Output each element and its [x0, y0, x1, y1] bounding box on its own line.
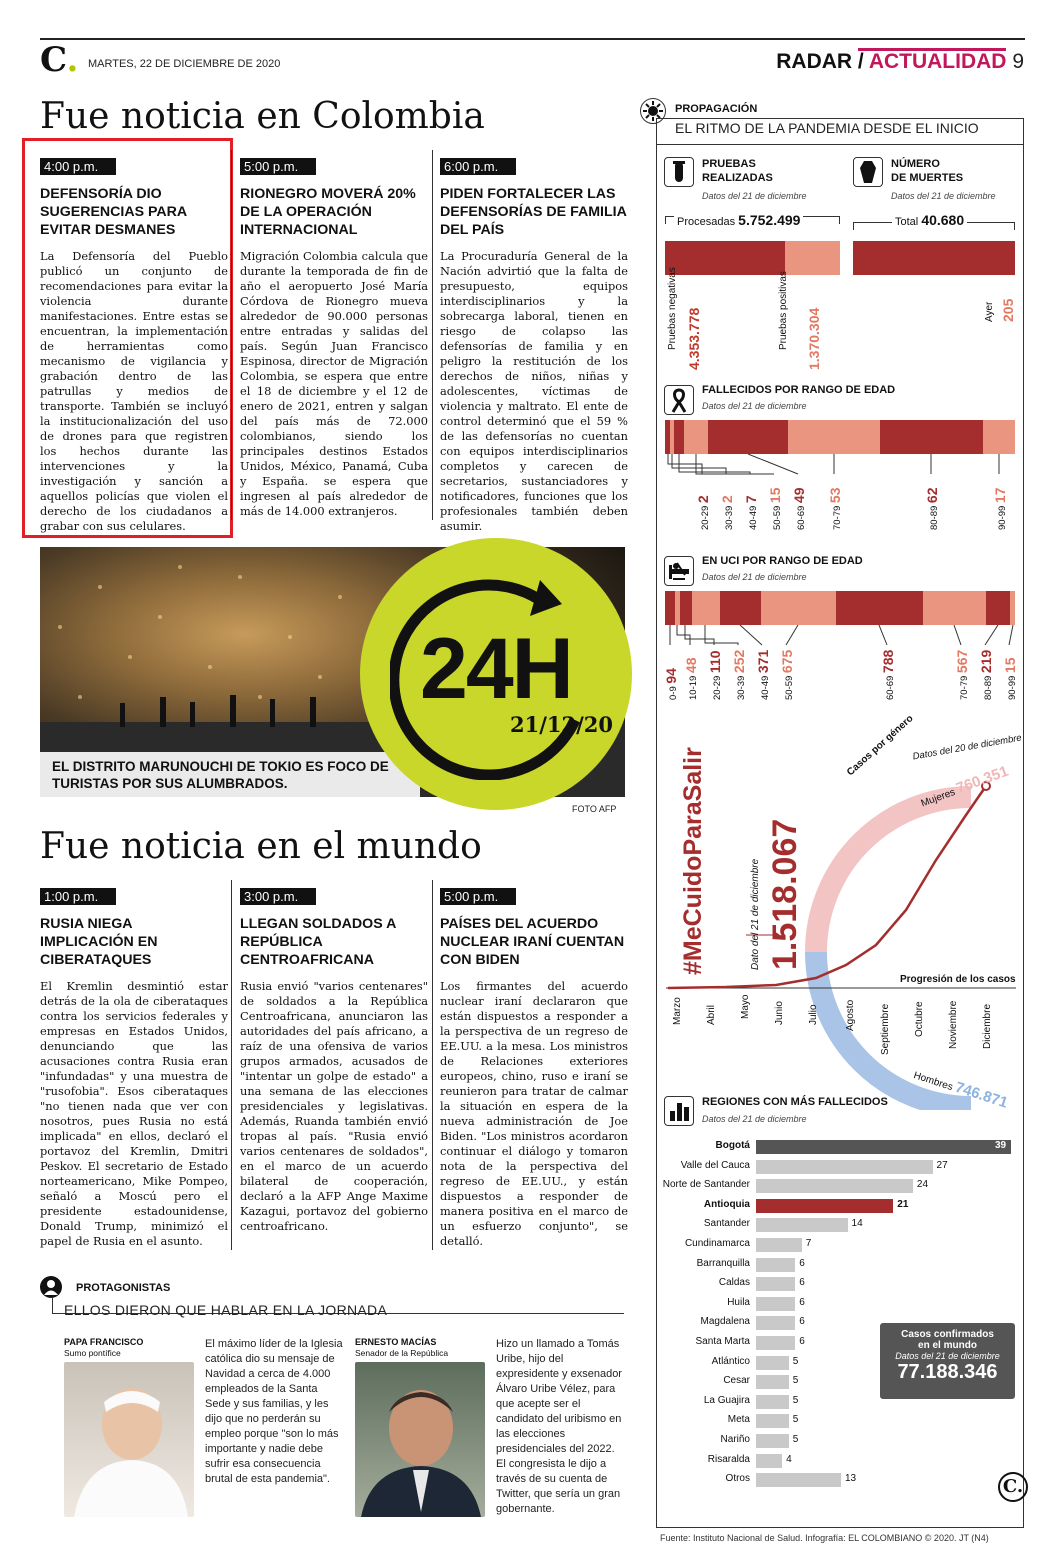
- region-bar: [756, 1454, 782, 1468]
- column-divider: [231, 150, 232, 520]
- regiones-chart: [656, 1140, 1024, 1490]
- mujeres-label: Mujeres 760.351: [919, 762, 1011, 810]
- region-row: [656, 1454, 1024, 1468]
- region-name: Cundinamarca: [684, 1238, 750, 1249]
- region-name: Risaralda: [707, 1453, 750, 1465]
- region-name: Magdalena: [700, 1316, 750, 1328]
- range-label: [743, 495, 759, 530]
- region-name: Barranquilla: [696, 1257, 750, 1269]
- confirmados-label2: en el mundo: [918, 1340, 977, 1351]
- badge-date: 21/12/20: [510, 712, 614, 737]
- person-role: Sumo pontífice: [64, 1348, 121, 1358]
- article-headline[interactable]: PAÍSES DEL ACUERDO NUCLEAR IRANÍ CUENTAN CON BIDEN: [440, 916, 625, 968]
- month-label: Julio: [808, 1004, 819, 1025]
- region-value: 5: [792, 1355, 799, 1367]
- range-age: 70-79: [959, 673, 970, 700]
- region-bar: [756, 1218, 848, 1232]
- senator-photo[interactable]: [355, 1362, 485, 1517]
- article-time: 1:00 p.m.: [40, 888, 116, 905]
- range-value: 15: [767, 487, 783, 504]
- region-bar: [756, 1258, 795, 1272]
- region-name: Caldas: [718, 1277, 750, 1289]
- infographic-rule: [656, 144, 1024, 145]
- article-body: El Kremlin desmintió estar detrás de la ola de ciberataques contra los servicios federales y empresas en Estados Unidos, denunciando que las acusaciones contra Rusia eran "infundadas" y una muestra de "rusofobia". Esos ciberataques "no tienen nada que ver con nosotros, pues Rusia no está implicada" en ellos, declaró el portavoz del Kremlin, Dmitri Peskov. El secretario de Estado norteamericano, Mike Pompeo, señaló a Moscú pero el presidente estadounidense, Donald Trump, minimizó el papel de Rusia en el asunto.: [40, 979, 228, 1248]
- test-tube-icon: [664, 157, 694, 187]
- confirmados-label: Casos confirmados: [901, 1329, 994, 1340]
- region-name: Antioquia: [703, 1198, 750, 1210]
- region-row: [656, 1199, 1024, 1213]
- region-name: Atlántico: [711, 1355, 750, 1367]
- progresion-date: Dato del 21 de diciembre: [750, 858, 761, 970]
- confirmados-value: 77.188.346: [897, 1361, 998, 1383]
- article-time: 6:00 p.m.: [440, 158, 516, 175]
- region-bar: [756, 1375, 789, 1389]
- range-value: 788: [880, 649, 896, 674]
- region-value: 14: [851, 1218, 863, 1230]
- region-bar: [756, 1277, 795, 1291]
- range-label: [791, 487, 807, 530]
- region-bar: [756, 1199, 893, 1213]
- range-value: 2: [719, 495, 735, 504]
- region-name: Meta: [727, 1414, 750, 1426]
- region-value: 13: [845, 1473, 857, 1485]
- month-label: Marzo: [672, 997, 683, 1025]
- column-divider: [231, 880, 232, 1250]
- region-row: [656, 1238, 1024, 1252]
- region-row: [656, 1277, 1024, 1291]
- person-text: Hizo un llamado a Tomás Uribe, hijo del expresidente y exsenador Álvaro Uribe Vélez, para que acepte ser el candidato del uribismo en las elecciones presidenciales del 2022. El congresista le dijo a través de su cuenta de Twitter, que sería un gran gobernante.: [496, 1338, 622, 1515]
- region-name: Nariño: [720, 1434, 750, 1445]
- article-headline[interactable]: PIDEN FORTALECER LAS DEFENSORÍAS DE FAMILIA DEL PAÍS: [440, 186, 627, 238]
- month-label: Junio: [774, 1001, 785, 1025]
- range-age: 30-39: [736, 673, 747, 700]
- region-value: 21: [897, 1198, 909, 1210]
- footer-logo: C.: [998, 1472, 1028, 1502]
- person-name: PAPA FRANCISCO: [64, 1337, 144, 1347]
- region-row: [656, 1179, 1024, 1193]
- range-value: 7: [743, 495, 759, 504]
- coffin-icon: [853, 157, 883, 187]
- pruebas-total: Procesadas 5.752.499: [674, 212, 803, 228]
- range-label: [978, 650, 994, 700]
- range-label: [779, 650, 795, 700]
- article-time: 3:00 p.m.: [240, 888, 316, 905]
- range-label: [683, 657, 699, 700]
- region-value: 6: [799, 1277, 805, 1289]
- range-label: [880, 650, 896, 700]
- article-colombia-1[interactable]: [40, 158, 228, 534]
- pope-photo[interactable]: [64, 1362, 194, 1517]
- article-time: 5:00 p.m.: [440, 888, 516, 905]
- muertes-ayer-label: Ayer: [984, 301, 995, 322]
- range-value: 675: [779, 649, 795, 674]
- range-value: 15: [1002, 657, 1018, 674]
- region-name: Norte de Santander: [662, 1179, 750, 1191]
- range-age: 30-39: [724, 503, 735, 530]
- region-name: Cesar: [723, 1375, 750, 1387]
- progresion-total: 1.518.067: [766, 818, 804, 970]
- uci-bar: [665, 591, 1015, 625]
- region-value: 4: [786, 1453, 792, 1465]
- region-row: [656, 1160, 1024, 1174]
- range-value: 49: [791, 487, 807, 504]
- range-age: 10-19: [688, 673, 699, 700]
- pruebas-pos-label: Pruebas positivas: [778, 271, 789, 350]
- region-value: 5: [792, 1414, 799, 1426]
- column-divider: [432, 150, 433, 520]
- article-headline[interactable]: DEFENSORÍA DIO SUGERENCIAS PARA EVITAR DESMANES: [40, 186, 187, 238]
- range-age: 50-59: [784, 673, 795, 700]
- propagacion-label: PROPAGACIÓN: [675, 103, 758, 115]
- region-value: 24: [916, 1179, 929, 1191]
- fallecidos-title: FALLECIDOS POR RANGO DE EDAD: [702, 384, 896, 396]
- pruebas-title: PRUEBAS: [702, 158, 756, 170]
- section-radar[interactable]: RADAR /: [776, 50, 864, 73]
- gender-label: Casos por género: [845, 713, 916, 779]
- region-value: 6: [799, 1316, 805, 1328]
- range-age: 80-89: [929, 503, 940, 530]
- region-name: Huila: [727, 1296, 750, 1308]
- uci-date: Datos del 21 de diciembre: [702, 572, 807, 582]
- muertes-ayer-value: 205: [1000, 298, 1016, 322]
- region-row: [656, 1218, 1024, 1232]
- region-name: Santander: [703, 1218, 750, 1230]
- person-icon: [40, 1276, 62, 1298]
- range-value: 17: [992, 487, 1008, 504]
- hombres-label: Hombres 746.871: [912, 1070, 1010, 1112]
- article-body: La Procuraduría General de la Nación advirtió que la falta de presupuesto, equipos interdisciplinarios y la sobrecarga laboral, tienen en riesgo de colapso las defensorías de familia y en peligro la restitución de los derechos de niños, niñas y adolescentes, víctimas de violencia y maltrato. El ente de control determinó que el 59 % de las defensorías no cuentan con equipos interdisciplinarios completos y carecen de secretarios, sustanciadores y notificadores, funciones que los profesionales también deben asumir.: [440, 249, 628, 533]
- region-value: 39: [995, 1140, 1007, 1151]
- range-age: 60-69: [885, 673, 896, 700]
- muertes-date: Datos del 21 de diciembre: [891, 191, 996, 201]
- range-age: 90-99: [997, 503, 1008, 530]
- range-value: 110: [707, 650, 723, 674]
- region-bar: [756, 1473, 841, 1487]
- article-body: La Defensoría del Pueblo publicó un conjunto de recomendaciones para evitar la violencia durante manifestaciones. Entre estas se encuentran, la implementación de herramientas como mecanismo de vigilancia y grabación dentro de las patrullas y medios de transporte. También se incluyó la institucionalización del uso de drones para que registren los hechos durante las intervenciones y la investigación y sanción a aquellos policías que violen el derecho de los ciudadanos a grabar con sus celulares.: [40, 249, 228, 533]
- month-label: Septiembre: [880, 1003, 891, 1055]
- page-number: 9: [1012, 50, 1024, 73]
- region-bar: [756, 1395, 789, 1409]
- fallecidos-bar: [665, 420, 1015, 454]
- pruebas-title2: REALIZADAS: [702, 172, 773, 184]
- region-bar: [756, 1297, 795, 1311]
- range-age: 40-49: [748, 503, 759, 530]
- month-label: Diciembre: [982, 1003, 993, 1049]
- protagonistas-label: PROTAGONISTAS: [76, 1282, 171, 1294]
- range-label: [755, 650, 771, 700]
- uci-title: EN UCI POR RANGO DE EDAD: [702, 555, 863, 567]
- region-bar: [756, 1238, 802, 1252]
- issue-date: MARTES, 22 DE DICIEMBRE DE 2020: [88, 58, 281, 70]
- ribbon-icon: [664, 385, 694, 415]
- range-value: 48: [683, 657, 699, 674]
- range-label: [1002, 657, 1018, 700]
- photo-caption: EL DISTRITO MARUNOUCHI DE TOKIO ES FOCO DE TURISTAS POR SUS ALUMBRADOS.: [40, 752, 420, 798]
- article-mundo-3[interactable]: [440, 888, 628, 1249]
- month-label: Abril: [706, 1004, 717, 1025]
- range-label: [992, 487, 1008, 530]
- pruebas-neg-bar: [665, 241, 785, 275]
- region-bar: [756, 1316, 795, 1330]
- region-value: 27: [936, 1159, 948, 1171]
- article-body: Migración Colombia calcula que durante la temporada de fin de año el aeropuerto José María Córdova de Rionegro mueva alrededor de 90.000 personas entre entradas y salidas del país. Según Juan Francisco Espinosa, director de Migración Colombia, se espera que entre el 18 de diciembre y el 12 de enero de 2021, entren y salgan del país más de 72.000 colombianos, siendo los principales destinos Estados Unidos, México, Panamá, Cuba y España. se espera que ingresen al país alrededor de más de 14.000 extranjeros.: [240, 249, 428, 518]
- muertes-total: Total 40.680: [892, 212, 967, 228]
- region-value: 5: [792, 1375, 799, 1387]
- range-label: [731, 650, 747, 700]
- newspaper-logo[interactable]: C.: [40, 40, 79, 80]
- region-bar: [756, 1179, 913, 1193]
- person-name: ERNESTO MACÍAS: [355, 1337, 437, 1347]
- article-headline[interactable]: RUSIA NIEGA IMPLICACIÓN EN CIBERATAQUES: [40, 916, 158, 968]
- region-name: Santa Marta: [695, 1336, 750, 1347]
- article-time: 4:00 p.m.: [40, 158, 116, 175]
- pruebas-date: Datos del 21 de diciembre: [702, 191, 807, 201]
- range-label: [663, 668, 679, 700]
- region-row: [656, 1434, 1024, 1448]
- colombia-title: Fue noticia en Colombia: [40, 96, 485, 137]
- pruebas-neg-label: Pruebas negativas: [667, 267, 678, 350]
- region-name: Bogotá: [715, 1140, 750, 1151]
- range-value: 567: [954, 649, 970, 674]
- range-label: [924, 487, 940, 530]
- article-time: 5:00 p.m.: [240, 158, 316, 175]
- fallecidos-leaders: [665, 454, 1025, 484]
- muertes-title2: DE MUERTES: [891, 172, 964, 184]
- month-label: Noviembre: [948, 1000, 959, 1049]
- pruebas-neg-value: 4.353.778: [686, 307, 702, 370]
- progresion-axis-title: Progresión de los casos: [900, 974, 1016, 985]
- range-label: [719, 495, 735, 530]
- range-value: 53: [827, 487, 843, 504]
- region-bar: [756, 1414, 789, 1428]
- region-row: [656, 1258, 1024, 1272]
- month-label: Agosto: [845, 999, 856, 1031]
- region-value: 6: [799, 1336, 805, 1347]
- region-name: Valle del Cauca: [680, 1159, 750, 1171]
- region-bar: [756, 1160, 933, 1174]
- region-bar: [756, 1336, 795, 1350]
- confirmados-box: [880, 1323, 1015, 1399]
- region-row: [656, 1297, 1024, 1311]
- month-label: Mayo: [740, 994, 751, 1019]
- region-bar: [756, 1434, 789, 1448]
- confirmados-date: Datos del 21 de diciembre: [895, 1351, 1000, 1361]
- range-label: [695, 495, 711, 530]
- protagonistas-subtitle: ELLOS DIERON QUE HABLAR EN LA JORNADA: [64, 1302, 388, 1318]
- propagacion-subtitle: EL RITMO DE LA PANDEMIA DESDE EL INICIO: [675, 120, 979, 136]
- hospital-bed-icon: [664, 556, 694, 586]
- range-value: 2: [695, 495, 711, 504]
- pruebas-pos-value: 1.370.304: [806, 307, 822, 370]
- photo-credit: FOTO AFP: [572, 804, 617, 814]
- region-value: 6: [799, 1257, 805, 1269]
- region-bar: [756, 1356, 789, 1370]
- range-label: [827, 487, 843, 530]
- muertes-bar: [853, 241, 1015, 275]
- range-age: 60-69: [796, 503, 807, 530]
- range-value: 219: [978, 649, 994, 674]
- range-age: 20-29: [700, 503, 711, 530]
- regiones-title: REGIONES CON MÁS FALLECIDOS: [702, 1096, 888, 1108]
- month-label: Octubre: [914, 1001, 925, 1037]
- section-label: [776, 50, 1024, 74]
- top-rule: [40, 38, 1025, 40]
- range-value: 371: [755, 649, 771, 674]
- range-age: 70-79: [832, 503, 843, 530]
- badge-24h-text: 24H: [420, 621, 572, 717]
- article-body: Los firmantes del acuerdo nuclear iraní declararon que están dispuestos a responder a la perspectiva de un regreso de EE.UU. a la mesa. Los ministros de Relaciones exteriores europeos, chino, ruso e iraní se reunieron para tratar de calmar la situación en espera de la nueva administración de Joe Biden. "Los ministros acordaron continuar el diálogo y tomaron nota de la perspectiva del regreso de EE.UU., y están dispuestos a responder de manera positiva en el marco de un esfuerzo conjunto", se detalló.: [440, 979, 628, 1248]
- region-row: [656, 1473, 1024, 1487]
- region-row: [656, 1140, 1024, 1154]
- fallecidos-date: Datos del 21 de diciembre: [702, 401, 807, 411]
- range-value: 94: [663, 668, 679, 684]
- range-label: [767, 487, 783, 530]
- range-value: 62: [924, 487, 940, 504]
- region-name: La Guajira: [703, 1394, 750, 1406]
- article-headline[interactable]: LLEGAN SOLDADOS A REPÚBLICA CENTROAFRICANA: [240, 916, 396, 968]
- section-actualidad[interactable]: ACTUALIDAD: [868, 50, 1007, 73]
- range-age: 20-29: [712, 673, 723, 700]
- region-value: 7: [805, 1238, 812, 1249]
- article-colombia-3[interactable]: [440, 158, 628, 534]
- mundo-title: Fue noticia en el mundo: [40, 826, 482, 867]
- pruebas-pos-bar: [785, 241, 840, 275]
- infographic-source: Fuente: Instituto Nacional de Salud. Infografía: EL COLOMBIANO © 2020. JT (N4): [660, 1533, 989, 1543]
- range-age: 50-59: [772, 503, 783, 530]
- range-label: [954, 650, 970, 700]
- region-name: Otros: [725, 1473, 750, 1485]
- article-mundo-1[interactable]: [40, 888, 228, 1249]
- region-value: 5: [792, 1394, 799, 1406]
- region-value: 6: [799, 1296, 805, 1308]
- range-age: 40-49: [760, 673, 771, 700]
- regiones-date: Datos del 21 de diciembre: [702, 1114, 807, 1124]
- range-age: 80-89: [983, 673, 994, 700]
- article-headline[interactable]: RIONEGRO MOVERÁ 20% DE LA OPERACIÓN INTERNACIONAL: [240, 186, 416, 238]
- region-row: [656, 1414, 1024, 1428]
- person-role: Senador de la República: [355, 1348, 449, 1358]
- muertes-title: NÚMERO: [891, 158, 940, 170]
- range-value: 252: [731, 649, 747, 674]
- gender-date: Datos del 20 de diciembre: [911, 732, 1023, 763]
- hashtag: #MeCuidoParaSalir: [679, 747, 707, 975]
- article-colombia-2[interactable]: [240, 158, 428, 519]
- article-body: Rusia envió "varios centenares" de soldados a la República Centroafricana, anunciaron las autoridades del país africano, a raíz de una ofensiva de varios grupos armados, acusados de "intentar un golpe de estado" a una semana de las elecciones presidenciales y legislativas. Además, Ruanda también envió tropas al país. "Rusia envió varios centenares de soldados", en el marco de un acuerdo bilateral de cooperación, declaró a la AFP Ange Maxime Kazagui, portavoz del gobierno centroafricano.: [240, 979, 428, 1233]
- region-bar: [756, 1140, 1011, 1154]
- person-text: El máximo líder de la Iglesia católica dio su mensaje de Navidad a cerca de 4.000 empleados de la Santa Sede y sus familias, y les dijo que no perderán su empleo porque "son lo más importante y nadie debe sufrir esa consecuencia brutal de esta pandemia".: [205, 1338, 343, 1485]
- range-age: 90-99: [1007, 673, 1018, 700]
- region-value: 5: [792, 1434, 799, 1445]
- bar-chart-icon: [664, 1096, 694, 1126]
- article-mundo-2[interactable]: [240, 888, 428, 1234]
- range-age: 0-9: [668, 683, 679, 700]
- range-label: [707, 650, 723, 700]
- column-divider: [432, 880, 433, 1250]
